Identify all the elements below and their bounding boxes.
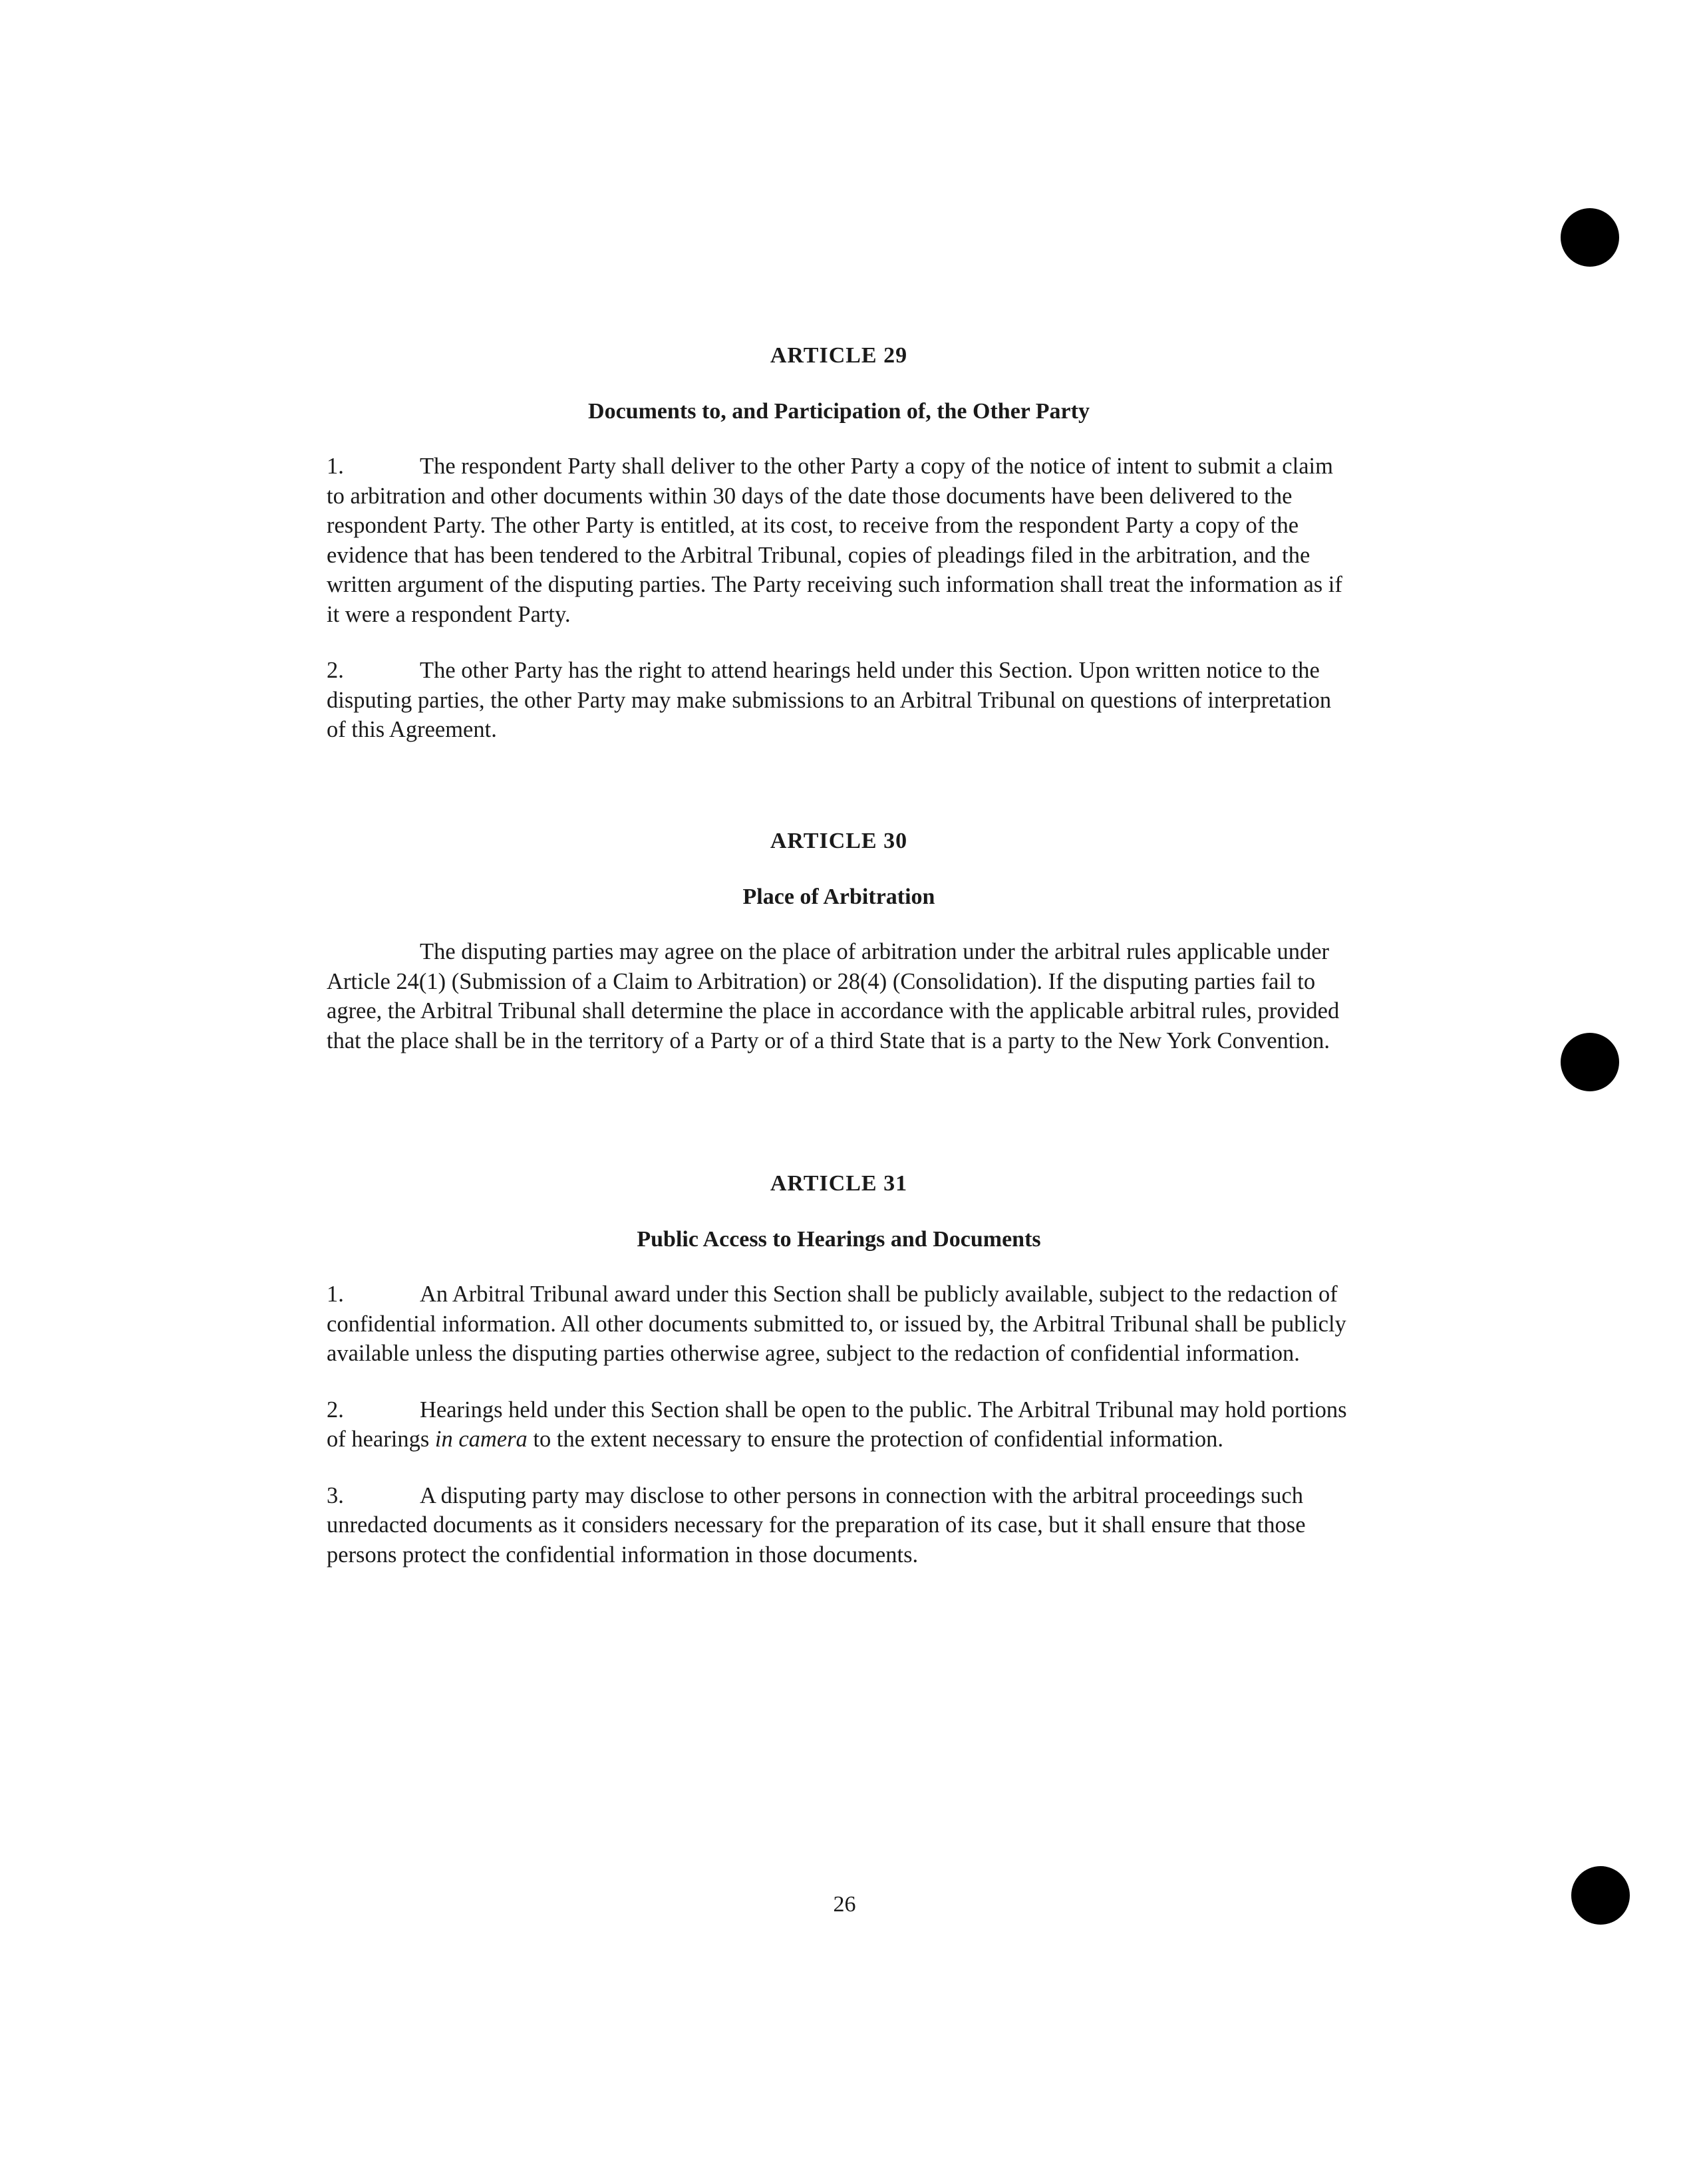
paragraph-number: 1. (327, 454, 344, 479)
article-30-body: The disputing parties may agree on the place of arbitration under the arbitral rules applicable under Article 24(1) (Submission of a Claim to Arbitration) or 28(4) (Consolidation). If the disputing parties fail to agree, the Arbitral Tribunal shall determine the place in accordance with the applicable arbitral rules, provided that the place shall be in the territory of a Party or of a third State that is a party to the New York Convention. (327, 939, 1340, 1053)
paragraph-number: 2. (327, 1397, 344, 1423)
article-31-paragraph-1 (327, 1280, 1351, 1369)
paragraph-text: A disputing party may disclose to other persons in connection with the arbitral proceedings such unredacted documents as it considers necessary for the preparation of its case, but it shall ensure that those persons protect the confidential information in those documents. (327, 1482, 1306, 1568)
page-number: 26 (833, 1892, 856, 1917)
article-31-title: ARTICLE 31 (770, 1171, 908, 1196)
article-30 (327, 828, 1351, 1055)
paragraph-text: An Arbitral Tribunal award under this Section shall be publicly available, subject to the redaction of confidential information. All other documents submitted to, or issued by, the Arbitral Tribunal shall be publicly available unless the disputing parties otherwise agree, subject to the redaction of confidential information. (327, 1282, 1346, 1366)
paragraph-number: 1. (327, 1282, 344, 1307)
article-29-paragraph-2 (327, 656, 1351, 745)
article-31-paragraph-3 (327, 1481, 1351, 1570)
paragraph-text-end: to the extent necessary to ensure the protection of confidential information. (527, 1427, 1223, 1452)
punch-hole-top (1561, 208, 1619, 267)
paragraph-number: 2. (327, 658, 344, 683)
article-29-paragraph-1 (327, 452, 1351, 629)
paragraph-text: The respondent Party shall deliver to the other Party a copy of the notice of intent to submit a claim to arbitration and other documents within 30 days of the date those documents have been delivered to the respondent Party. The other Party is entitled, at its cost, to receive from the respondent Party a copy of the evidence that has been tendered to the Arbitral Tribunal, copies of pleadings filed in the arbitration, and the written argument of the disputing parties. The Party receiving such information shall treat the information as if it were a respondent Party. (327, 454, 1342, 627)
article-29-subtitle: Documents to, and Participation of, the Other Party (588, 399, 1090, 424)
article-29 (327, 342, 1351, 745)
article-30-subtitle: Place of Arbitration (742, 885, 935, 909)
article-29-title: ARTICLE 29 (770, 343, 908, 368)
paragraph-text: The other Party has the right to attend hearings held under this Section. Upon written notice to the disputing parties, the other Party may make submissions to an Arbitral Tribunal on questions of interpretation of this Agreement. (327, 658, 1332, 742)
punch-hole-middle (1561, 1033, 1619, 1091)
paragraph-text-italic: in camera (434, 1427, 528, 1452)
article-31 (327, 1170, 1351, 1570)
article-31-paragraph-2 (327, 1395, 1351, 1454)
article-31-subtitle: Public Access to Hearings and Documents (637, 1227, 1041, 1252)
paragraph-number: 3. (327, 1482, 344, 1508)
article-30-title: ARTICLE 30 (770, 829, 908, 853)
paragraph-text-start: Hearings held under this Section shall be open to the public. The Arbitral Tribunal may hold portions of hearings (327, 1397, 1347, 1452)
